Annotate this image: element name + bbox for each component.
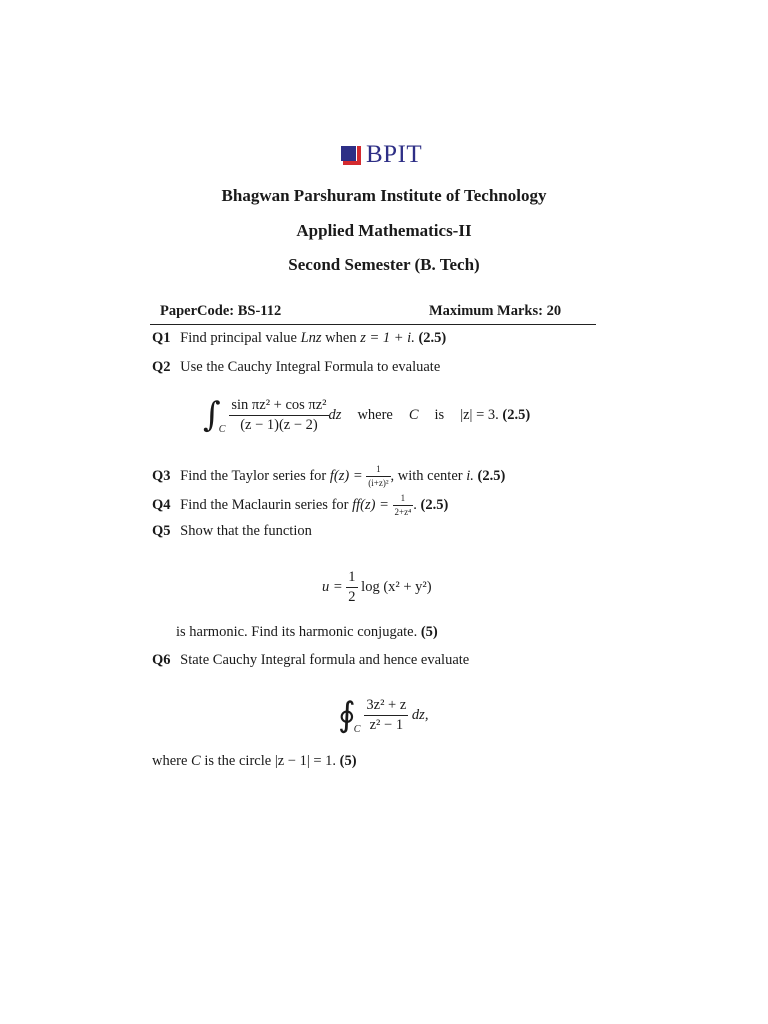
math-expr: z = 1 + i. [360, 330, 415, 346]
where-text: where [357, 406, 393, 423]
marks: (2.5) [418, 330, 447, 346]
numerator: 3z² + z [366, 697, 407, 713]
differential: dz, [411, 706, 429, 723]
question-text: . [413, 496, 417, 513]
math-expr: ff(z) = [352, 496, 389, 513]
marks: (5) [339, 753, 357, 769]
numerator: 1 [348, 569, 356, 585]
max-marks: Maximum Marks: 20 [429, 303, 562, 319]
marks: (2.5) [502, 406, 531, 423]
paper-code: PaperCode: BS-112 [160, 303, 282, 319]
numerator: sin πz² + cos πz² [231, 397, 327, 413]
question-text: Find principal value [180, 330, 297, 346]
subject-title: Applied Mathematics-II [296, 221, 472, 240]
condition: |z − 1| = 1. [274, 753, 337, 769]
question-text: , with center [390, 467, 463, 484]
question-text: is the circle [204, 753, 272, 769]
denominator: (i+z)² [368, 478, 389, 488]
denominator: (z − 1)(z − 2) [229, 415, 328, 433]
question-number: Q2 [152, 359, 171, 375]
integral-subscript: C [353, 723, 361, 735]
bpit-logo [341, 142, 422, 167]
question-6 [152, 652, 469, 669]
q5-followup [176, 624, 438, 641]
fraction [229, 398, 328, 432]
header-divider [150, 324, 596, 325]
question-5 [152, 523, 312, 540]
q6-integral [338, 695, 429, 735]
math-expr: Lnz [300, 330, 322, 346]
question-text: is harmonic. Find its harmonic conjugate. [176, 624, 418, 640]
question-number: Q6 [152, 652, 171, 668]
q6-followup [152, 753, 357, 770]
logo-mark-icon [341, 144, 363, 166]
denominator: 2 [348, 588, 356, 605]
math-expr: u = [322, 578, 343, 595]
math-expr: f(z) = [329, 467, 363, 484]
condition: |z| = 3. [460, 406, 499, 423]
fraction [364, 698, 408, 732]
differential: dz [328, 406, 342, 423]
question-1 [152, 330, 446, 347]
question-4 [152, 494, 448, 517]
math-expr: log (x² + y²) [361, 578, 432, 595]
numerator: 1 [376, 464, 381, 474]
fraction [393, 494, 414, 517]
q2-integral [203, 395, 531, 435]
contour-integral-icon: ∮ [338, 695, 356, 735]
marks: (2.5) [477, 467, 506, 484]
question-number: Q4 [152, 496, 171, 513]
marks: (5) [420, 624, 438, 640]
question-text: Find the Maclaurin series for [180, 496, 349, 513]
question-text: where [152, 753, 188, 769]
semester-title: Second Semester (B. Tech) [288, 255, 480, 274]
question-text: Show that the function [180, 523, 312, 539]
q5-function [322, 570, 432, 604]
question-text: Find the Taylor series for [180, 467, 327, 484]
question-number: Q1 [152, 330, 171, 346]
fraction [366, 465, 390, 488]
math-expr: i. [466, 467, 474, 484]
fraction [346, 570, 357, 604]
is-text: is [434, 406, 445, 423]
question-text: Use the Cauchy Integral Formula to evaluate [180, 359, 441, 375]
denominator: 2+z⁴ [394, 507, 412, 517]
question-3 [152, 465, 505, 488]
numerator: 1 [400, 493, 406, 503]
denominator: z² − 1 [364, 715, 408, 733]
contour-name: C [408, 406, 419, 423]
question-number: Q5 [152, 523, 171, 539]
question-text: when [325, 330, 357, 346]
integral-icon: ∫ [203, 395, 221, 435]
logo-text: BPIT [366, 141, 423, 168]
question-number: Q3 [152, 467, 171, 484]
question-text: State Cauchy Integral formula and hence evaluate [180, 652, 470, 668]
marks: (2.5) [420, 496, 449, 513]
integral-subscript: C [218, 423, 226, 435]
contour-name: C [191, 753, 201, 769]
institute-name: Bhagwan Parshuram Institute of Technology [221, 186, 547, 205]
question-2 [152, 359, 440, 376]
